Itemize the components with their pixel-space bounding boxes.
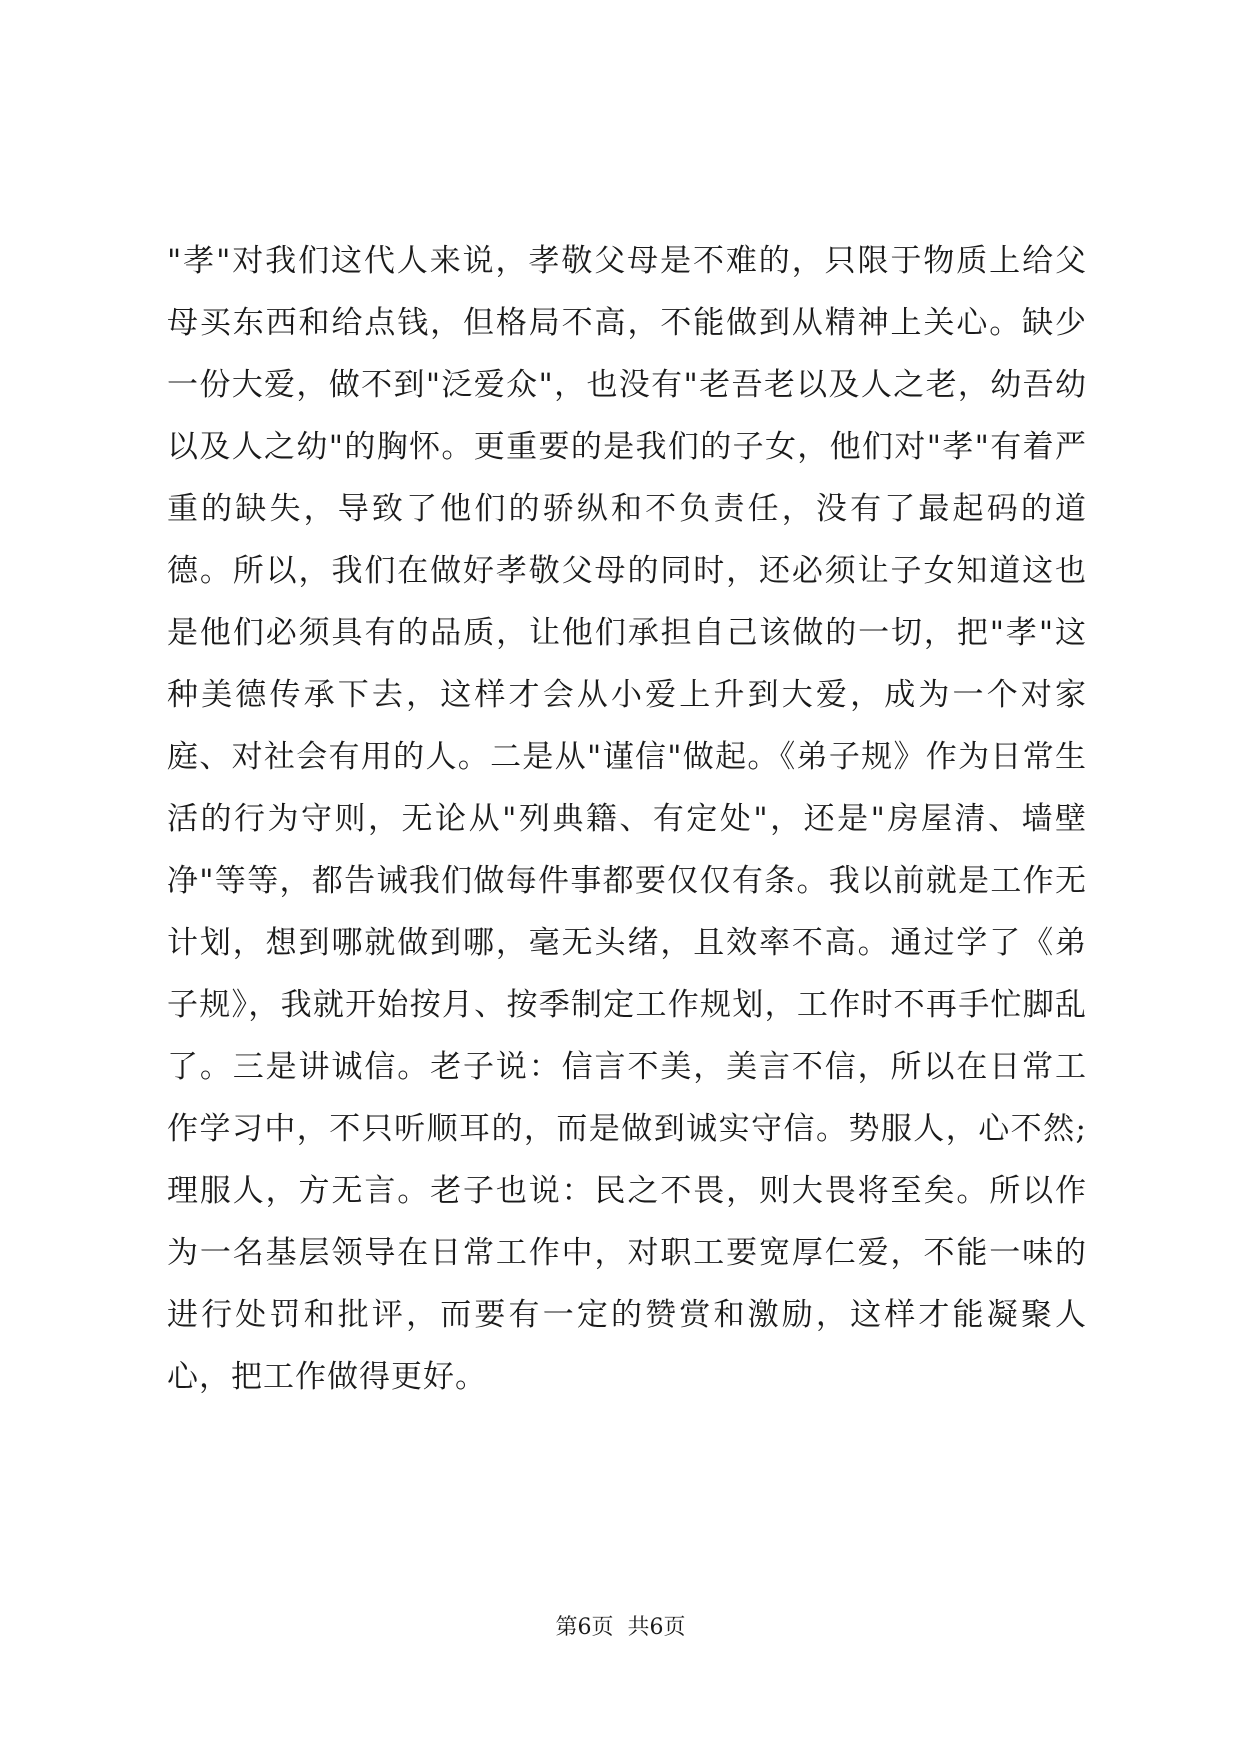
- page-number: 第6页: [555, 1615, 614, 1640]
- page-total: 共6页: [627, 1615, 686, 1640]
- body-paragraph: "孝"对我们这代人来说，孝敬父母是不难的，只限于物质上给父母买东西和给点钱，但格局不高，不能做到从精神上关心。缺少一份大爱，做不到"泛爱众"，也没有"老吾老以及人之老，幼吾幼以及人之幼"的胸怀。更重要的是我们的子女，他们对"孝"有着严重的缺失，导致了他们的骄纵和不负责任，没有了最起码的道德。所以，我们在做好孝敬父母的同时，还必须让子女知道这也是他们必须具有的品质，让他们承担自己该做的一切，把"孝"这种美德传承下去，这样才会从小爱上升到大爱，成为一个对家庭、对社会有用的人。二是从"谨信"做起。《弟子规》作为日常生活的行为守则，无论从"列典籍、有定处"，还是"房屋清、墙壁净"等等，都告诫我们做每件事都要仅仅有条。我以前就是工作无计划，想到哪就做到哪，毫无头绪，且效率不高。通过学了《弟子规》，我就开始按月、按季制定工作规划，工作时不再手忙脚乱了。三是讲诚信。老子说：信言不美，美言不信，所以在日常工作学习中，不只听顺耳的，而是做到诚实守信。势服人，心不然;理服人，方无言。老子也说：民之不畏，则大畏将至矣。所以作为一名基层领导在日常工作中，对职工要宽厚仁爱，不能一味的进行处罚和批评，而要有一定的赞赏和激励，这样才能凝聚人心，把工作做得更好。: [167, 243, 1087, 1395]
- page-footer: [0, 1610, 1241, 1641]
